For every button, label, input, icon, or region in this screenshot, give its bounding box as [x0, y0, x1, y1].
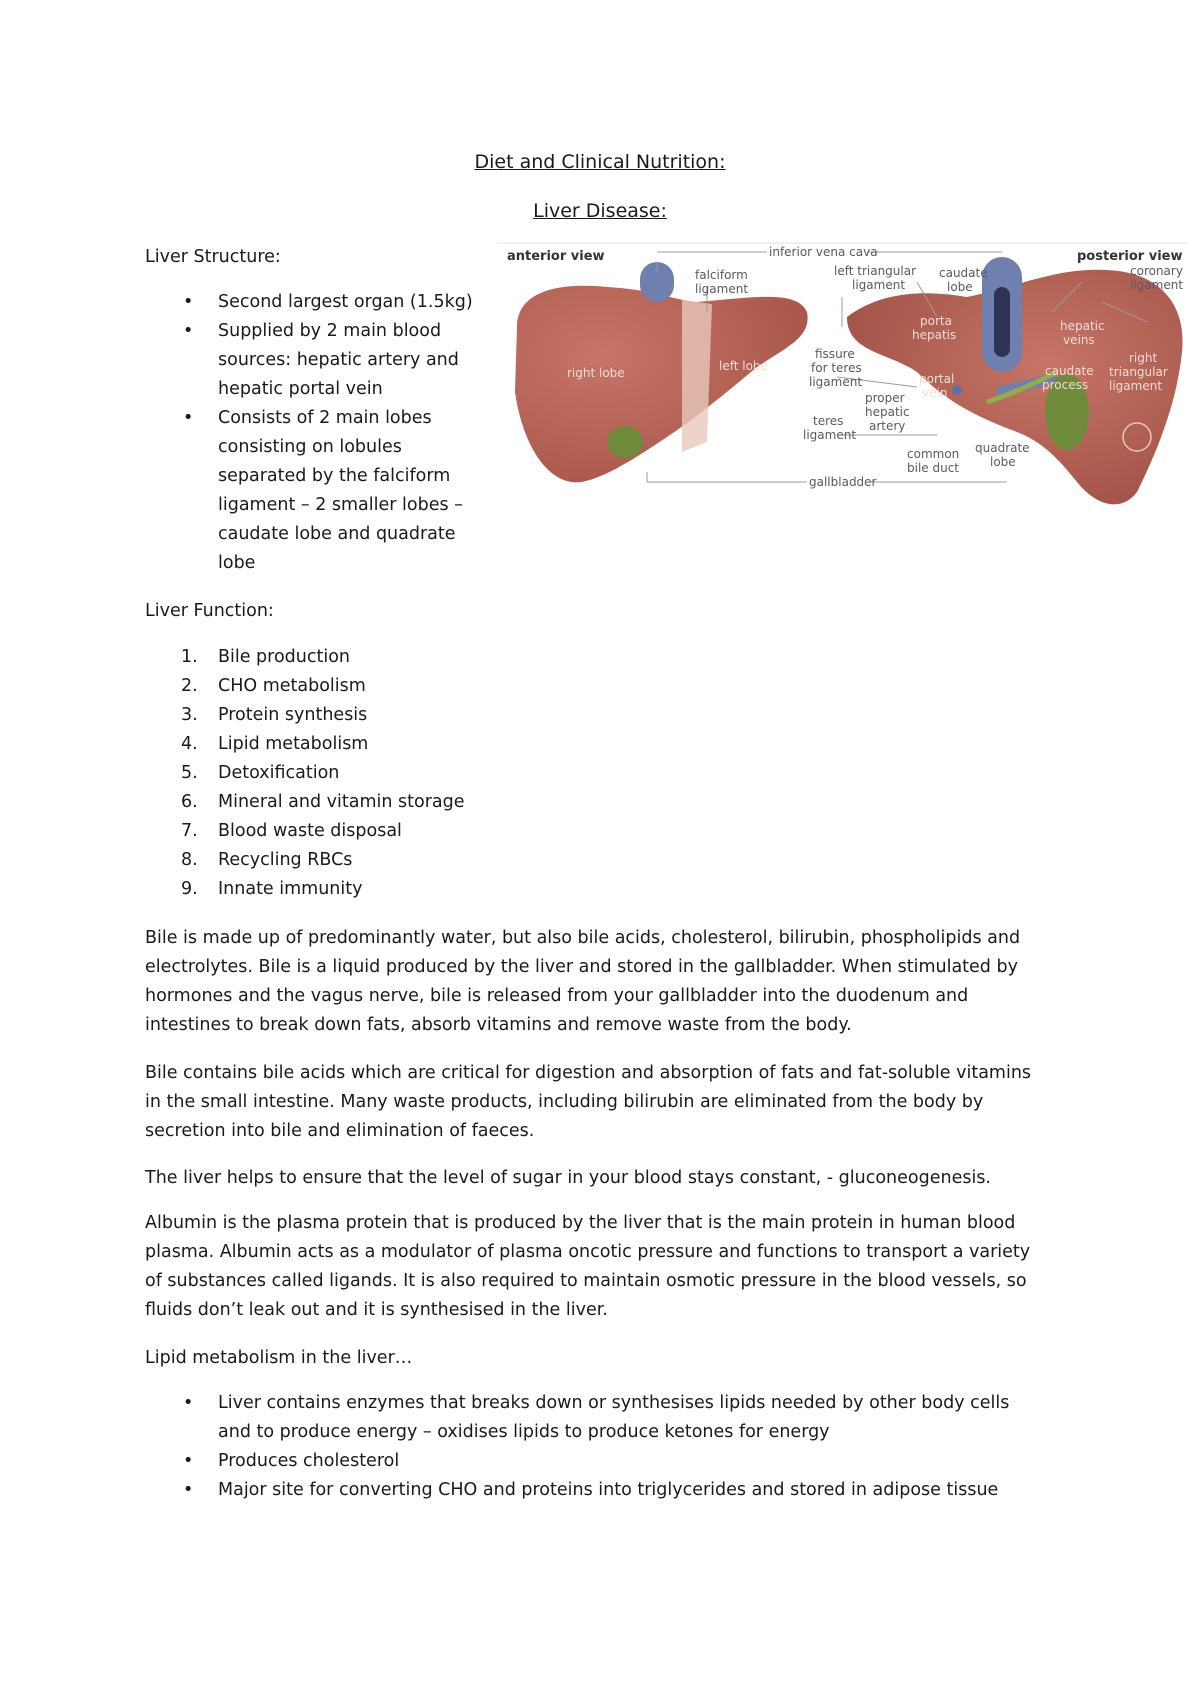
paragraph-albumin: Albumin is the plasma protein that is produced by the liver that is the main protein in human blood plasma. Albumin acts as a modulator of plasma oncotic pressure and functions to transport a variety of substances called ligands. It is also required to maintain osmotic pressure in the blood vessels, so fluids don’t leak out and it is synthesised in the liver.: [145, 1213, 1031, 1320]
paragraph-lipid-intro: Lipid metabolism in the liver…: [145, 1348, 413, 1368]
svg-text:hepatic: hepatic: [865, 405, 910, 419]
label-porta-hepatis: porta: [920, 314, 952, 328]
list-item: • Second largest organ (1.5kg): [145, 288, 475, 317]
lipid-list: [145, 1389, 1065, 1505]
svg-text:ligament: ligament: [803, 428, 857, 442]
liver-structure-section: [145, 243, 475, 578]
list-item: • Consists of 2 main lobes consisting on lobules separated by the falciform ligament – 2 smaller lobes – caudate lobe and quadrate lobe: [145, 404, 475, 578]
list-item: • Liver contains enzymes that breaks down or synthesises lipids needed by other body cells and to produce energy – oxidises lipids to produce ketones for energy: [145, 1389, 1065, 1447]
list-item: 9. Innate immunity: [181, 879, 363, 899]
anterior-liver: [515, 286, 808, 483]
liver-function-section: [145, 597, 475, 904]
bullet: •: [183, 321, 194, 341]
list-item: 5. Detoxification: [181, 763, 340, 783]
bullet: •: [183, 1480, 194, 1500]
label-falciform-ligament: falciform: [695, 268, 748, 282]
label-caudate-process: caudate: [1045, 364, 1094, 378]
svg-text:ligament: ligament: [1109, 379, 1163, 393]
label-caudate-lobe: caudate: [939, 266, 988, 280]
list-item: • Supplied by 2 main blood sources: hepatic artery and hepatic portal vein: [145, 317, 475, 404]
list-item: • Major site for converting CHO and proteins into triglycerides and stored in adipose tissue: [145, 1476, 1065, 1505]
label-teres-ligament: teres: [813, 414, 844, 428]
svg-text:lobe: lobe: [947, 280, 973, 294]
svg-text:artery: artery: [869, 419, 906, 433]
label-hepatic-veins: hepatic: [1060, 319, 1105, 333]
paragraph-bile: Bile is made up of predominantly water, but also bile acids, cholesterol, bilirubin, phospholipids and electrolytes. Bile is a liquid produced by the liver and stored in the gallbladder. When stimulated by hormones and the vagus nerve, bile is released from your gallbladder into the duodenum and intestines to break down fats, absorb vitamins and remove waste from the body.: [145, 928, 1021, 1035]
label-gallbladder: gallbladder: [809, 475, 877, 489]
list-item: 4. Lipid metabolism: [181, 734, 369, 754]
section-heading: Liver Structure:: [145, 247, 281, 267]
bullet: •: [183, 1393, 194, 1413]
list-item: 8. Recycling RBCs: [181, 850, 353, 870]
label-common-bile-duct: common: [907, 447, 960, 461]
label-right-triangular-ligament: right: [1129, 351, 1158, 365]
svg-text:triangular: triangular: [1109, 365, 1168, 379]
svg-text:process: process: [1042, 378, 1089, 392]
label-proper-hepatic-artery: proper: [865, 391, 905, 405]
liver-anatomy-diagram: [497, 242, 1187, 552]
label-portal-vein: portal: [919, 372, 955, 386]
list-item: 1. Bile production: [181, 647, 351, 667]
list-item: • Produces cholesterol: [145, 1447, 1065, 1476]
bullet: •: [183, 408, 194, 428]
label-coronary-ligament: coronary: [1130, 264, 1183, 278]
label-inferior-vena-cava: inferior vena cava: [769, 245, 878, 259]
label-left-triangular-ligament: left triangular: [834, 264, 917, 278]
paragraph-sugar: The liver helps to ensure that the level of sugar in your blood stays constant, - gluconeogenesis.: [145, 1168, 991, 1188]
svg-text:for teres: for teres: [811, 361, 862, 375]
svg-text:lobe: lobe: [990, 455, 1016, 469]
label-left-lobe: left lobe: [719, 359, 768, 373]
lipid-section: [145, 1389, 1065, 1505]
bullet: •: [183, 1451, 194, 1471]
label-quadrate-lobe: quadrate: [975, 441, 1030, 455]
svg-text:ligament: ligament: [852, 278, 906, 292]
function-list: [145, 643, 475, 904]
svg-text:veins: veins: [1063, 333, 1095, 347]
label-right-lobe: right lobe: [567, 366, 625, 380]
paragraph-bile-acids: Bile contains bile acids which are critical for digestion and absorption of fats and fat-soluble vitamins in the small intestine. Many waste products, including bilirubin are eliminated from the body by secretion into bile and elimination of faeces.: [145, 1063, 1032, 1141]
structure-list: [145, 288, 475, 578]
label-fissure-teres: fissure: [815, 347, 855, 361]
list-item: 3. Protein synthesis: [181, 705, 368, 725]
list-item: 2. CHO metabolism: [181, 676, 366, 696]
falciform-ligament-shape: [682, 300, 712, 452]
svg-text:ligament: ligament: [695, 282, 749, 296]
section-heading: Liver Function:: [145, 601, 274, 621]
label-posterior-view: posterior view: [1077, 249, 1183, 264]
anterior-gallbladder: [607, 426, 643, 458]
label-anterior-view: anterior view: [507, 249, 605, 264]
svg-text:ligament: ligament: [809, 375, 863, 389]
svg-text:bile duct: bile duct: [907, 461, 960, 475]
svg-text:ligament: ligament: [1130, 278, 1184, 292]
svg-text:hepatis: hepatis: [912, 328, 957, 342]
document-title: Diet and Clinical Nutrition:: [474, 151, 726, 173]
list-item: 7. Blood waste disposal: [181, 821, 402, 841]
list-item: 6. Mineral and vitamin storage: [181, 792, 465, 812]
document-subtitle: Liver Disease:: [533, 200, 667, 222]
bullet: •: [183, 292, 194, 312]
svg-text:vein: vein: [922, 386, 948, 400]
